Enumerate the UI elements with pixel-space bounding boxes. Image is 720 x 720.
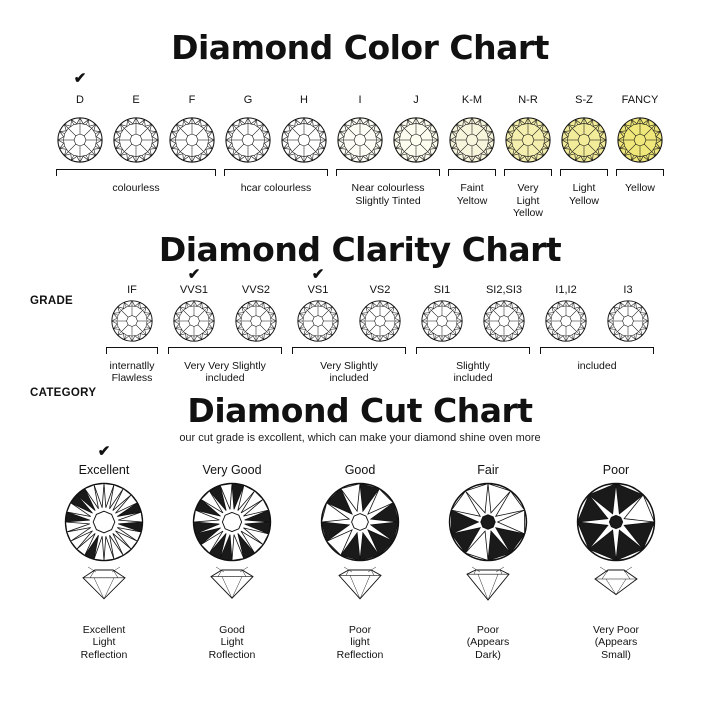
color-grade-label[interactable]: K-M xyxy=(461,94,483,106)
cut-grade-caption: Poor light Reflection xyxy=(336,623,384,661)
color-diamond-icon xyxy=(332,113,388,167)
color-check-slot xyxy=(220,73,276,87)
clarity-group-caption: Very Slightly included xyxy=(320,359,378,384)
color-diamond-icon xyxy=(612,113,668,167)
color-check-slot xyxy=(332,73,388,87)
clarity-group-caption: included xyxy=(577,359,617,372)
color-diamond-icon xyxy=(164,113,220,167)
color-caption-row xyxy=(0,182,720,220)
color-grade-label[interactable]: I xyxy=(358,94,362,106)
clarity-diamond-icon xyxy=(287,297,349,345)
color-check-slot xyxy=(388,73,444,87)
color-check-slot xyxy=(556,73,612,87)
cut-side-profile-icon xyxy=(432,566,544,620)
cut-grade-caption: Poor (Appears Dark) xyxy=(466,623,510,661)
color-check-slot xyxy=(276,73,332,87)
color-diamond-icon xyxy=(220,113,276,167)
color-group-bracket xyxy=(616,169,664,176)
cut-side-view-row xyxy=(0,566,720,620)
clarity-grade-label[interactable]: I3 xyxy=(623,283,633,296)
color-grade-label[interactable]: N-R xyxy=(518,94,538,106)
cut-name-row xyxy=(0,462,720,478)
color-grade-label[interactable]: H xyxy=(300,94,308,106)
color-group-caption: Yellow xyxy=(625,182,655,194)
cut-check-slot xyxy=(176,446,288,460)
clarity-grade-label[interactable]: VS1 xyxy=(307,283,329,296)
clarity-label-row xyxy=(0,283,720,297)
cut-grade-label[interactable]: Fair xyxy=(477,462,499,477)
cut-check-slot xyxy=(560,446,672,460)
cut-grade-label[interactable]: Good xyxy=(344,462,376,477)
clarity-check-row xyxy=(0,265,720,283)
clarity-selected-check-icon: ✔ xyxy=(311,265,325,283)
cut-top-view-icon xyxy=(560,480,672,564)
color-group-caption: Faint Yeltow xyxy=(456,182,488,207)
color-grade-label[interactable]: D xyxy=(76,94,84,106)
color-diamond-icon xyxy=(276,113,332,167)
clarity-diamond-icon xyxy=(349,297,411,345)
clarity-grade-label[interactable]: IF xyxy=(127,283,137,296)
color-check-slot xyxy=(164,73,220,87)
color-diamond-icon xyxy=(556,113,612,167)
color-grade-label[interactable]: F xyxy=(188,94,196,106)
diamond-clarity-chart-section xyxy=(0,222,720,399)
clarity-grade-row-label: GRADE xyxy=(30,294,74,307)
color-check-slot xyxy=(612,73,668,87)
color-check-slot xyxy=(500,73,556,87)
color-group-bracket xyxy=(56,169,216,176)
clarity-diamond-icon xyxy=(411,297,473,345)
cut-side-profile-icon xyxy=(48,566,160,620)
clarity-check-slot xyxy=(225,269,287,283)
cut-grade-caption: Very Poor (Appears Small) xyxy=(592,623,640,661)
cut-top-view-icon xyxy=(432,480,544,564)
diamond-cut-chart-section xyxy=(0,387,720,662)
cut-caption-row xyxy=(0,622,720,662)
cut-side-profile-icon xyxy=(304,566,416,620)
clarity-group-caption: Very Very Slightly included xyxy=(184,359,266,384)
color-group-bracket xyxy=(224,169,328,176)
clarity-grade-label[interactable]: I1,I2 xyxy=(555,283,577,296)
clarity-grade-label[interactable]: VVS1 xyxy=(179,283,209,296)
clarity-grade-label[interactable]: SI1 xyxy=(433,283,451,296)
color-group-caption: Very Light Yellow xyxy=(513,182,543,219)
cut-selected-check-icon: ✔ xyxy=(97,442,111,460)
color-diamond-icon xyxy=(500,113,556,167)
color-group-caption: Light Yellow xyxy=(569,182,599,207)
clarity-group-caption: internatlly Flawless xyxy=(109,359,155,384)
color-diamond-icon xyxy=(108,113,164,167)
clarity-diamond-icon xyxy=(473,297,535,345)
color-group-bracket xyxy=(560,169,608,176)
clarity-group-bracket xyxy=(416,347,530,354)
color-group-bracket xyxy=(504,169,552,176)
cut-check-row xyxy=(0,442,720,460)
clarity-category-row-label: CATEGORY xyxy=(30,386,97,399)
cut-grade-label[interactable]: Poor xyxy=(602,462,630,477)
color-check-row xyxy=(0,70,720,87)
clarity-diamond-icon xyxy=(535,297,597,345)
clarity-check-slot xyxy=(411,269,473,283)
cut-grade-caption: Good Light Roflection xyxy=(208,623,256,661)
clarity-diamond-icon xyxy=(597,297,659,345)
clarity-group-bracket xyxy=(106,347,158,354)
color-diamond-icon xyxy=(52,113,108,167)
color-group-bracket xyxy=(336,169,440,176)
clarity-grade-label[interactable]: VVS2 xyxy=(241,283,271,296)
clarity-chart-title: Diamond Clarity Chart xyxy=(158,229,562,269)
clarity-group-bracket xyxy=(540,347,654,354)
cut-chart-title: Diamond Cut Chart xyxy=(187,390,533,430)
clarity-group-caption: Slightly included xyxy=(453,359,493,384)
color-bracket-row xyxy=(0,169,720,179)
clarity-check-slot xyxy=(535,269,597,283)
clarity-check-slot xyxy=(473,269,535,283)
clarity-check-slot xyxy=(101,269,163,283)
cut-check-slot xyxy=(304,446,416,460)
color-check-slot xyxy=(444,73,500,87)
clarity-check-slot xyxy=(597,269,659,283)
cut-top-view-icon xyxy=(176,480,288,564)
cut-grade-caption: Excellent Light Reflection xyxy=(80,623,128,661)
cut-top-view-icon xyxy=(304,480,416,564)
cut-top-view-icon xyxy=(48,480,160,564)
color-check-slot xyxy=(108,73,164,87)
clarity-group-bracket xyxy=(168,347,282,354)
color-selected-check-icon: ✔ xyxy=(73,70,87,87)
cut-chart-subtitle: our cut grade is excollent, which can make your diamond shine oven more xyxy=(179,431,541,444)
clarity-grade-label[interactable]: VS2 xyxy=(369,283,391,296)
color-diamond-icon xyxy=(388,113,444,167)
clarity-grade-label[interactable]: SI2,SI3 xyxy=(485,283,523,296)
cut-check-slot xyxy=(432,446,544,460)
clarity-diamond-icon xyxy=(225,297,287,345)
color-grade-label[interactable]: E xyxy=(132,94,140,106)
clarity-diamond-icon xyxy=(101,297,163,345)
clarity-bracket-row xyxy=(0,347,720,357)
color-gem-row xyxy=(0,113,720,167)
color-group-caption: hcar colourless xyxy=(240,182,312,194)
color-grade-label[interactable]: FANCY xyxy=(621,94,659,106)
color-grade-label[interactable]: S-Z xyxy=(575,94,593,106)
cut-top-view-row xyxy=(0,480,720,564)
clarity-selected-check-icon: ✔ xyxy=(187,265,201,283)
cut-side-profile-icon xyxy=(560,566,672,620)
color-group-caption: colourless xyxy=(112,182,160,194)
cut-side-profile-icon xyxy=(176,566,288,620)
clarity-group-bracket xyxy=(292,347,406,354)
cut-grade-label[interactable]: Excellent xyxy=(78,462,130,477)
clarity-caption-row xyxy=(0,360,720,385)
color-diamond-icon xyxy=(444,113,500,167)
cut-grade-label[interactable]: Very Good xyxy=(202,462,262,477)
clarity-diamond-icon xyxy=(163,297,225,345)
color-label-row xyxy=(0,93,720,107)
color-group-caption: Near colourless Slightly Tinted xyxy=(351,182,425,207)
diamond-color-chart-section xyxy=(0,0,720,220)
clarity-gem-row xyxy=(0,294,720,345)
color-group-bracket xyxy=(448,169,496,176)
color-chart-title: Diamond Color Chart xyxy=(171,28,549,67)
color-grade-label[interactable]: J xyxy=(413,94,419,106)
clarity-check-slot xyxy=(349,269,411,283)
color-grade-label[interactable]: G xyxy=(243,94,253,106)
